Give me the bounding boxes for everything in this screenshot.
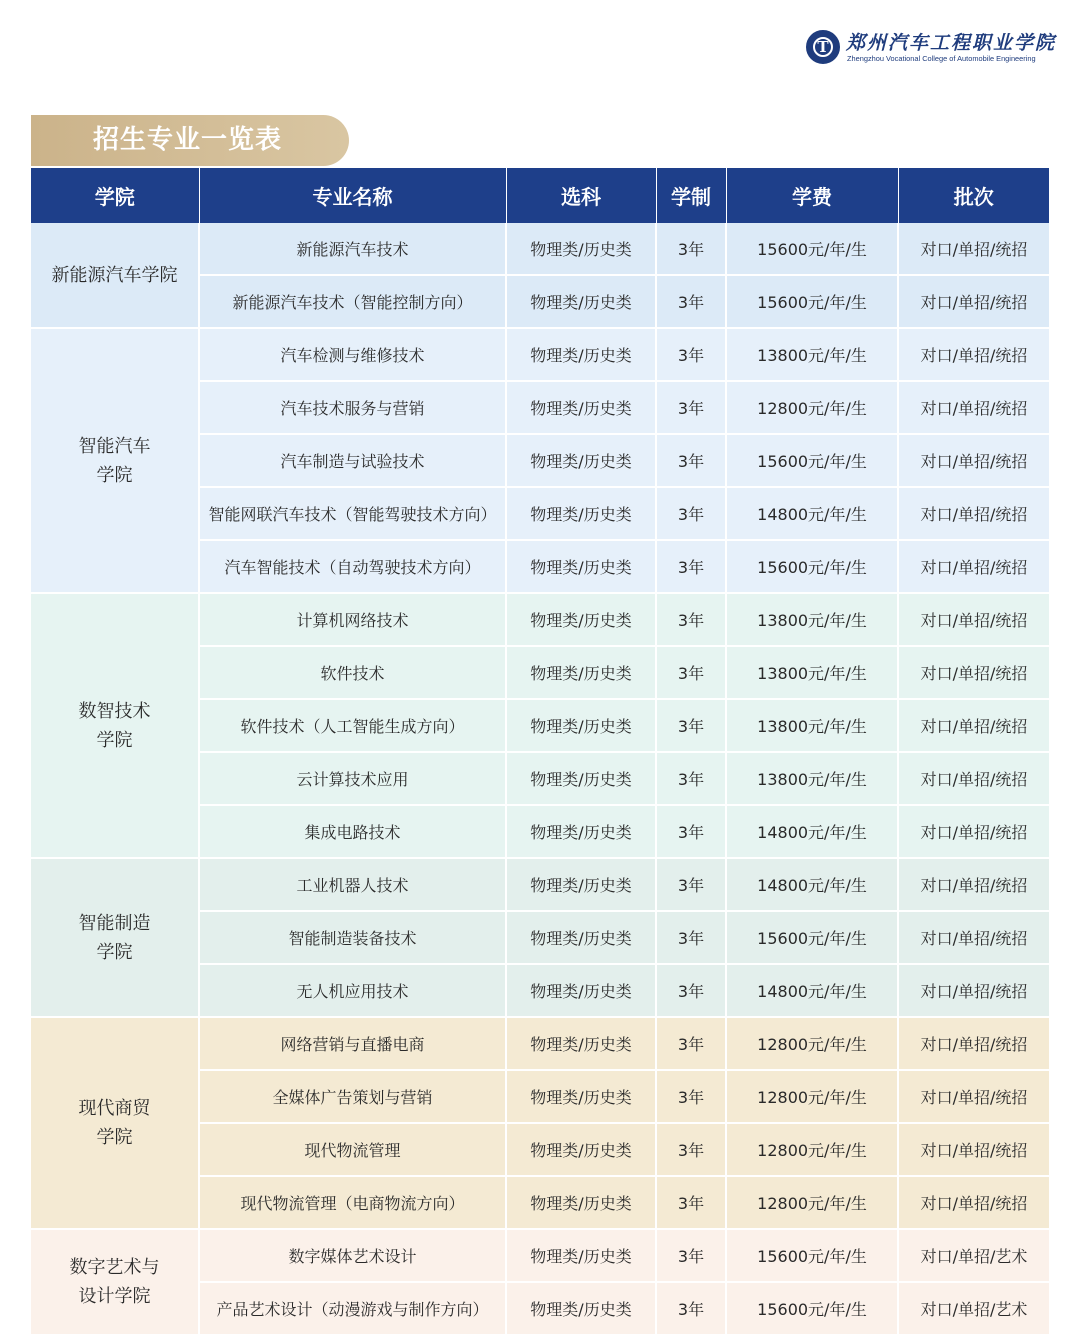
major-cell: 数字媒体艺术设计 bbox=[199, 1229, 506, 1282]
duration-cell: 3年 bbox=[656, 1282, 726, 1335]
subjects-cell: 物理类/历史类 bbox=[506, 593, 656, 646]
major-cell: 汽车检测与维修技术 bbox=[199, 328, 506, 381]
tuition-cell: 14800元/年/生 bbox=[726, 858, 898, 911]
batch-cell: 对口/单招/统招 bbox=[898, 540, 1049, 593]
subjects-cell: 物理类/历史类 bbox=[506, 381, 656, 434]
subjects-cell: 物理类/历史类 bbox=[506, 223, 656, 275]
duration-cell: 3年 bbox=[656, 1017, 726, 1070]
duration-cell: 3年 bbox=[656, 381, 726, 434]
tuition-cell: 12800元/年/生 bbox=[726, 1070, 898, 1123]
tuition-cell: 14800元/年/生 bbox=[726, 487, 898, 540]
duration-cell: 3年 bbox=[656, 858, 726, 911]
major-cell: 全媒体广告策划与营销 bbox=[199, 1070, 506, 1123]
batch-cell: 对口/单招/统招 bbox=[898, 699, 1049, 752]
major-cell: 产品艺术设计（动漫游戏与制作方向） bbox=[199, 1282, 506, 1335]
header-college: 学院 bbox=[31, 168, 199, 223]
tuition-cell: 12800元/年/生 bbox=[726, 381, 898, 434]
subjects-cell: 物理类/历史类 bbox=[506, 964, 656, 1017]
major-cell: 智能网联汽车技术（智能驾驶技术方向） bbox=[199, 487, 506, 540]
college-cell: 智能制造 学院 bbox=[31, 858, 199, 1017]
batch-cell: 对口/单招/统招 bbox=[898, 487, 1049, 540]
tuition-cell: 15600元/年/生 bbox=[726, 275, 898, 328]
batch-cell: 对口/单招/统招 bbox=[898, 275, 1049, 328]
logo-name-en: Zhengzhou Vocational College of Automobile Engineering bbox=[847, 54, 1036, 63]
subjects-cell: 物理类/历史类 bbox=[506, 858, 656, 911]
batch-cell: 对口/单招/统招 bbox=[898, 1123, 1049, 1176]
duration-cell: 3年 bbox=[656, 275, 726, 328]
header-major: 专业名称 bbox=[199, 168, 506, 223]
tuition-cell: 15600元/年/生 bbox=[726, 1282, 898, 1335]
duration-cell: 3年 bbox=[656, 593, 726, 646]
tuition-cell: 13800元/年/生 bbox=[726, 699, 898, 752]
table-row bbox=[31, 1229, 1049, 1282]
duration-cell: 3年 bbox=[656, 223, 726, 275]
major-cell: 云计算技术应用 bbox=[199, 752, 506, 805]
major-cell: 汽车技术服务与营销 bbox=[199, 381, 506, 434]
table-row bbox=[31, 1017, 1049, 1070]
duration-cell: 3年 bbox=[656, 1176, 726, 1229]
header-subjects: 选科 bbox=[506, 168, 656, 223]
tuition-cell: 15600元/年/生 bbox=[726, 1229, 898, 1282]
duration-cell: 3年 bbox=[656, 434, 726, 487]
major-cell: 无人机应用技术 bbox=[199, 964, 506, 1017]
tuition-cell: 12800元/年/生 bbox=[726, 1017, 898, 1070]
subjects-cell: 物理类/历史类 bbox=[506, 699, 656, 752]
logo-name-cn: 郑州汽车工程职业学院 bbox=[846, 32, 1057, 54]
subjects-cell: 物理类/历史类 bbox=[506, 646, 656, 699]
subjects-cell: 物理类/历史类 bbox=[506, 911, 656, 964]
subjects-cell: 物理类/历史类 bbox=[506, 1017, 656, 1070]
duration-cell: 3年 bbox=[656, 328, 726, 381]
major-cell: 软件技术 bbox=[199, 646, 506, 699]
batch-cell: 对口/单招/统招 bbox=[898, 1176, 1049, 1229]
major-cell: 新能源汽车技术（智能控制方向） bbox=[199, 275, 506, 328]
batch-cell: 对口/单招/艺术 bbox=[898, 1282, 1049, 1335]
batch-cell: 对口/单招/统招 bbox=[898, 964, 1049, 1017]
major-cell: 智能制造装备技术 bbox=[199, 911, 506, 964]
batch-cell: 对口/单招/统招 bbox=[898, 646, 1049, 699]
duration-cell: 3年 bbox=[656, 487, 726, 540]
subjects-cell: 物理类/历史类 bbox=[506, 434, 656, 487]
tuition-cell: 12800元/年/生 bbox=[726, 1123, 898, 1176]
tuition-cell: 15600元/年/生 bbox=[726, 911, 898, 964]
header-tuition: 学费 bbox=[726, 168, 898, 223]
table-row bbox=[31, 223, 1049, 275]
college-cell: 智能汽车 学院 bbox=[31, 328, 199, 593]
major-cell: 网络营销与直播电商 bbox=[199, 1017, 506, 1070]
duration-cell: 3年 bbox=[656, 1229, 726, 1282]
tuition-cell: 15600元/年/生 bbox=[726, 434, 898, 487]
duration-cell: 3年 bbox=[656, 964, 726, 1017]
tuition-cell: 13800元/年/生 bbox=[726, 646, 898, 699]
title-banner bbox=[31, 115, 349, 166]
admissions-table bbox=[31, 168, 1049, 1336]
duration-cell: 3年 bbox=[656, 1070, 726, 1123]
duration-cell: 3年 bbox=[656, 805, 726, 858]
duration-cell: 3年 bbox=[656, 540, 726, 593]
subjects-cell: 物理类/历史类 bbox=[506, 1070, 656, 1123]
major-cell: 集成电路技术 bbox=[199, 805, 506, 858]
batch-cell: 对口/单招/统招 bbox=[898, 1017, 1049, 1070]
subjects-cell: 物理类/历史类 bbox=[506, 328, 656, 381]
subjects-cell: 物理类/历史类 bbox=[506, 1282, 656, 1335]
college-cell: 数智技术 学院 bbox=[31, 593, 199, 858]
batch-cell: 对口/单招/统招 bbox=[898, 381, 1049, 434]
subjects-cell: 物理类/历史类 bbox=[506, 275, 656, 328]
major-cell: 工业机器人技术 bbox=[199, 858, 506, 911]
table-body bbox=[31, 223, 1049, 1335]
batch-cell: 对口/单招/统招 bbox=[898, 593, 1049, 646]
subjects-cell: 物理类/历史类 bbox=[506, 752, 656, 805]
batch-cell: 对口/单招/统招 bbox=[898, 911, 1049, 964]
subjects-cell: 物理类/历史类 bbox=[506, 805, 656, 858]
table-row bbox=[31, 593, 1049, 646]
batch-cell: 对口/单招/统招 bbox=[898, 223, 1049, 275]
duration-cell: 3年 bbox=[656, 1123, 726, 1176]
major-cell: 软件技术（人工智能生成方向） bbox=[199, 699, 506, 752]
duration-cell: 3年 bbox=[656, 752, 726, 805]
tuition-cell: 12800元/年/生 bbox=[726, 1176, 898, 1229]
header-batch: 批次 bbox=[898, 168, 1049, 223]
major-cell: 现代物流管理 bbox=[199, 1123, 506, 1176]
major-cell: 汽车智能技术（自动驾驶技术方向） bbox=[199, 540, 506, 593]
major-cell: 汽车制造与试验技术 bbox=[199, 434, 506, 487]
tuition-cell: 14800元/年/生 bbox=[726, 805, 898, 858]
subjects-cell: 物理类/历史类 bbox=[506, 1176, 656, 1229]
header-duration: 学制 bbox=[656, 168, 726, 223]
college-cell: 现代商贸 学院 bbox=[31, 1017, 199, 1229]
major-cell: 计算机网络技术 bbox=[199, 593, 506, 646]
major-cell: 现代物流管理（电商物流方向） bbox=[199, 1176, 506, 1229]
major-cell: 新能源汽车技术 bbox=[199, 223, 506, 275]
subjects-cell: 物理类/历史类 bbox=[506, 1229, 656, 1282]
subjects-cell: 物理类/历史类 bbox=[506, 487, 656, 540]
batch-cell: 对口/单招/统招 bbox=[898, 1070, 1049, 1123]
logo-emblem-letter: T bbox=[817, 38, 829, 56]
batch-cell: 对口/单招/统招 bbox=[898, 805, 1049, 858]
subjects-cell: 物理类/历史类 bbox=[506, 540, 656, 593]
subjects-cell: 物理类/历史类 bbox=[506, 1123, 656, 1176]
table-row bbox=[31, 858, 1049, 911]
page-title: 招生专业一览表 bbox=[93, 125, 283, 155]
college-cell: 新能源汽车学院 bbox=[31, 223, 199, 328]
table-row bbox=[31, 328, 1049, 381]
batch-cell: 对口/单招/艺术 bbox=[898, 1229, 1049, 1282]
duration-cell: 3年 bbox=[656, 911, 726, 964]
tuition-cell: 15600元/年/生 bbox=[726, 540, 898, 593]
table-header-row bbox=[31, 168, 1049, 223]
batch-cell: 对口/单招/统招 bbox=[898, 752, 1049, 805]
duration-cell: 3年 bbox=[656, 699, 726, 752]
college-cell: 数字艺术与 设计学院 bbox=[31, 1229, 199, 1335]
batch-cell: 对口/单招/统招 bbox=[898, 434, 1049, 487]
batch-cell: 对口/单招/统招 bbox=[898, 328, 1049, 381]
tuition-cell: 13800元/年/生 bbox=[726, 752, 898, 805]
tuition-cell: 13800元/年/生 bbox=[726, 593, 898, 646]
batch-cell: 对口/单招/统招 bbox=[898, 858, 1049, 911]
college-logo bbox=[806, 28, 1056, 68]
tuition-cell: 15600元/年/生 bbox=[726, 223, 898, 275]
tuition-cell: 14800元/年/生 bbox=[726, 964, 898, 1017]
tuition-cell: 13800元/年/生 bbox=[726, 328, 898, 381]
duration-cell: 3年 bbox=[656, 646, 726, 699]
